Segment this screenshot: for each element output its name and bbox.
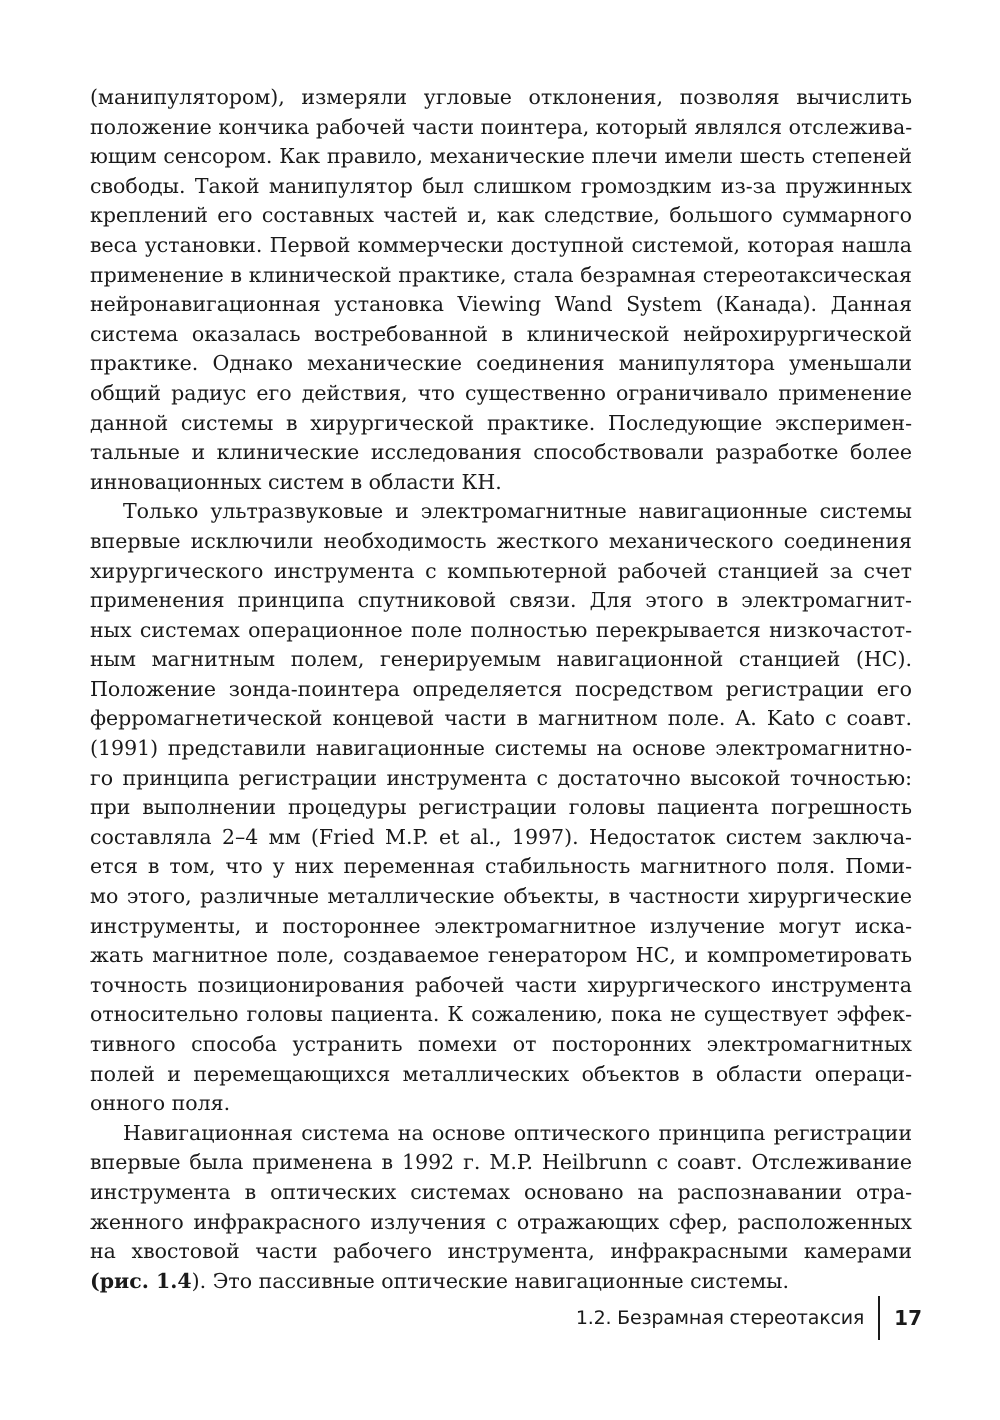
text-line: нейронавигационная установка Viewing Wand System (Канада). Данная [90, 292, 912, 317]
text-line: онного поля. [90, 1091, 231, 1116]
text-line: применения принципа спутниковой связи. Для этого в электромагнит- [90, 588, 912, 613]
paragraph-3 [90, 1119, 912, 1297]
text-line: го принципа регистрации инструмента с достаточно высокой точностью: [90, 765, 912, 790]
text-line: ных системах операционное поле полностью перекрывается низкочастот- [90, 617, 912, 642]
body-text [90, 83, 912, 1296]
text-line: ющим сенсором. Как правило, механические плечи имели шесть степеней [90, 144, 912, 169]
text-line: впервые была применена в 1992 г. M.P. Heilbrunn с соавт. Отслеживание [90, 1150, 912, 1175]
text-line: хирургического инструмента с компьютерной рабочей станцией за счет [90, 558, 912, 583]
text-line: ется в том, что у них переменная стабильность магнитного поля. Поми- [90, 854, 912, 879]
text-line: свободы. Такой манипулятор был слишком громоздким из-за пружинных [90, 173, 912, 198]
text-line: на хвостовой части рабочего инструмента, инфракрасными камерами [90, 1239, 912, 1264]
text-line: относительно головы пациента. К сожалению, пока не существует эффек- [90, 1002, 912, 1027]
page-footer [576, 1296, 922, 1340]
text-line: при выполнении процедуры регистрации головы пациента погрешность [90, 795, 912, 820]
text-line: система оказалась востребованной в клинической нейрохирургической [90, 321, 912, 346]
paren-open: ( [90, 1268, 100, 1293]
text-line: практике. Однако механические соединения манипулятора уменьшали [90, 351, 912, 376]
text-line: (манипулятором), измеряли угловые отклонения, позволяя вычислить [90, 85, 912, 109]
running-head: 1.2. Безрамная стереотаксия [575, 1307, 865, 1329]
text-line: данной системы в хирургической практике. Последующие эксперимен- [90, 410, 912, 435]
text-line: общий радиус его действия, что существенно ограничивало применение [90, 380, 912, 405]
text-line: (1991) представили навигационные системы на основе электромагнитно- [90, 736, 912, 761]
text-line: ферромагнетической концевой части в магнитном поле. A. Kato с соавт. [90, 706, 912, 731]
text-line: веса установки. Первой коммерчески доступной системой, которая нашла [90, 232, 912, 257]
text-line: инструменты, и постороннее электромагнитное излучение могут иска- [90, 913, 912, 938]
text-line: полей и перемещающихся металлических объектов в области операци- [90, 1061, 912, 1086]
figure-reference: рис. 1.4 [99, 1268, 192, 1293]
text-line: применение в клинической практике, стала безрамная стереотаксическая [90, 262, 912, 287]
text-line: креплений его составных частей и, как следствие, большого суммарного [90, 203, 912, 228]
text-line: инновационных систем в области КН. [90, 469, 502, 494]
text-line: тальные и клинические исследования способствовали разработке более [90, 440, 912, 465]
text-line: ным магнитным полем, генерируемым навигационной станцией (НС). [90, 647, 912, 672]
text-line: мо этого, различные металлические объекты, в частности хирургические [90, 884, 912, 909]
text-line: составляла 2–4 мм (Fried M.P. et al., 1997). Недостаток систем заключа- [90, 824, 912, 849]
text-line: Навигационная система на основе оптического принципа регистрации [123, 1120, 912, 1145]
text-line: женного инфракрасного излучения с отражающих сфер, расположенных [90, 1209, 912, 1234]
paragraph-2 [90, 497, 912, 1118]
text-line: точность позиционирования рабочей части хирургического инструмента [90, 972, 912, 997]
text-fragment: ). Это пассивные оптические навигационные системы. [191, 1268, 789, 1293]
paragraph-1 [90, 83, 912, 497]
text-line: инструмента в оптических системах основано на распознавании отра- [90, 1179, 912, 1204]
text-line-with-figure-ref [90, 1267, 912, 1297]
text-line: тивного способа устранить помехи от посторонних электромагнитных [90, 1032, 912, 1056]
text-line: Положение зонда-поинтера определяется посредством регистрации его [90, 676, 912, 701]
text-line: Только ультразвуковые и электромагнитные навигационные системы [123, 499, 912, 524]
page-number: 17 [894, 1306, 922, 1330]
text-line: впервые исключили необходимость жесткого механического соединения [90, 528, 912, 553]
text-line: жать магнитное поле, создаваемое генератором НС, и компрометировать [90, 943, 912, 968]
text-line: положение кончика рабочей части поинтера, который являлся отслежива- [90, 114, 912, 139]
